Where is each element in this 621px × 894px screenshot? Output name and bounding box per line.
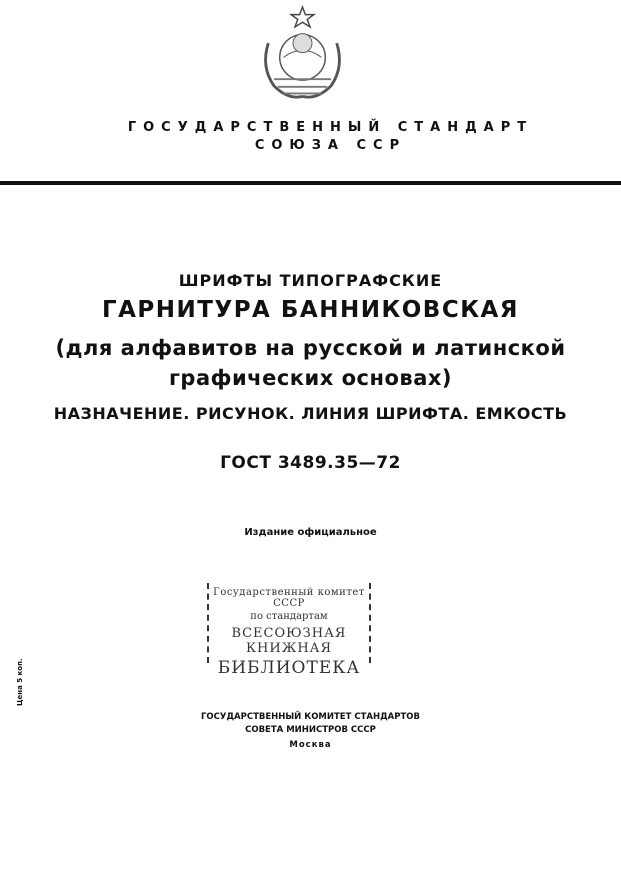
stamp-line3: ВСЕСОЮЗНАЯ КНИЖНАЯ: [231, 626, 347, 656]
title-sub-line2: графических основах): [168, 366, 453, 390]
publisher-line1: ГОСУДАРСТВЕННЫЙ КОМИТЕТ СТАНДАРТОВ: [201, 712, 420, 722]
stamp-line1: Государственный комитет СССР: [213, 587, 365, 609]
title-sub-line1: (для алфавитов на русской и латинской: [55, 336, 566, 360]
ussr-emblem-icon: [255, 5, 350, 105]
standard-number: ГОСТ 3489.35—72: [220, 453, 401, 473]
title-scope: НАЗНАЧЕНИЕ. РИСУНОК. ЛИНИЯ ШРИФТА. ЕМКОСТЬ: [53, 404, 568, 423]
header-ussr: СОЮЗА ССР: [254, 138, 407, 153]
library-stamp: [207, 583, 371, 678]
publisher-line2: СОВЕТА МИНИСТРОВ СССР: [245, 725, 376, 735]
stamp-line4: БИБЛИОТЕКА: [217, 658, 361, 678]
title-main: ГАРНИТУРА БАННИКОВСКАЯ: [101, 297, 520, 323]
header-divider: [0, 181, 621, 185]
price-note: Цена 5 коп.: [16, 658, 24, 706]
publisher-city: Москва: [289, 740, 332, 750]
header-state-standard: ГОСУДАРСТВЕННЫЙ СТАНДАРТ: [127, 120, 534, 135]
stamp-line2: по стандартам: [250, 611, 328, 622]
title-category: ШРИФТЫ ТИПОГРАФСКИЕ: [178, 271, 443, 290]
edition-note: Издание официальное: [244, 527, 377, 538]
